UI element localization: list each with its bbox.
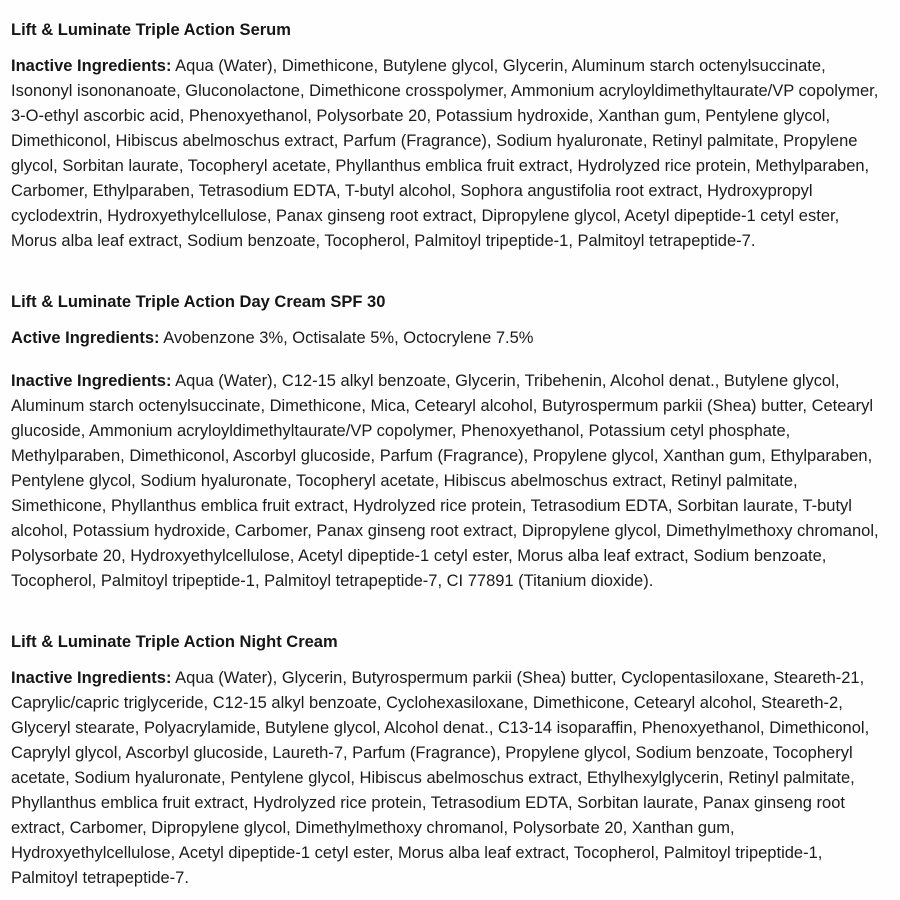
ingredients-list: Aqua (Water), Glycerin, Butyrospermum parkii (Shea) butter, Cyclopentasiloxane, Steareth-21, Caprylic/capric triglyceride, C12-15 alkyl benzoate, Cyclohexasiloxane, Dimethicone, Cetearyl alcohol, Steareth-2, Glyceryl stearate, Polyacrylamide, Butylene glycol, Alcohol denat., C13-14 isoparaffin, Phenoxyethanol, Dimethiconol, Caprylyl glycol, Ascorbyl glucoside, Laureth-7, Parfum (Fragrance), Propylene glycol, Sodium benzoate, Tocopheryl acetate, Sodium hyaluronate, Pentylene glycol, Hibiscus abelmoschus extract, Ethylhexylglycerin, Retinyl palmitate, Phyllanthus emblica fruit extract, Hydrolyzed rice protein, Tetrasodium EDTA, Sorbitan laurate, Panax ginseng root extract, Carbomer, Dipropylene glycol, Dimethylmethoxy chromanol, Polysorbate 20, Xanthan gum, Hydroxyethylcellulose, Acetyl dipeptide-1 cetyl ester, Morus alba leaf extract, Tocopherol, Palmitoyl tripeptide-1, Palmitoyl tetrapeptide-7. xyxy=(11,669,870,887)
ingredients-list: Avobenzone 3%, Octisalate 5%, Octocrylene 7.5% xyxy=(163,329,534,347)
product-section-night-cream xyxy=(11,630,888,891)
ingredients-label: Inactive Ingredients: xyxy=(11,669,172,687)
product-section-serum xyxy=(11,18,888,254)
inactive-ingredients-paragraph xyxy=(11,666,888,891)
ingredients-list: Aqua (Water), C12-15 alkyl benzoate, Glycerin, Tribehenin, Alcohol denat., Butylene glycol, Aluminum starch octenylsuccinate, Dimethicone, Mica, Cetearyl alcohol, Butyrospermum parkii (Shea) butter, Cetearyl glucoside, Ammonium acryloyldimethyltaurate/VP copolymer, Phenoxyethanol, Potassium cetyl phosphate, Methylparaben, Dimethiconol, Ascorbyl glucoside, Parfum (Fragrance), Propylene glycol, Xanthan gum, Ethylparaben, Pentylene glycol, Sodium hyaluronate, Tocopheryl acetate, Hibiscus abelmoschus extract, Retinyl palmitate, Simethicone, Phyllanthus emblica fruit extract, Hydrolyzed rice protein, Tetrasodium EDTA, Sorbitan laurate, T-butyl alcohol, Potassium hydroxide, Carbomer, Panax ginseng root extract, Dipropylene glycol, Dimethylmethoxy chromanol, Polysorbate 20, Hydroxyethylcellulose, Acetyl dipeptide-1 cetyl ester, Morus alba leaf extract, Sodium benzoate, Tocopherol, Palmitoyl tripeptide-1, Palmitoyl tetrapeptide-7, CI 77891 (Titanium dioxide). xyxy=(11,372,879,590)
ingredients-list: Aqua (Water), Dimethicone, Butylene glycol, Glycerin, Aluminum starch octenylsuccinate, Isononyl isononanoate, Gluconolactone, Dimethicone crosspolymer, Ammonium acryloyldimethyltaurate/VP copolymer, 3-O-ethyl ascorbic acid, Phenoxyethanol, Polysorbate 20, Potassium hydroxide, Xanthan gum, Pentylene glycol, Dimethiconol, Hibiscus abelmoschus extract, Parfum (Fragrance), Sodium hyaluronate, Retinyl palmitate, Propylene glycol, Sorbitan laurate, Tocopheryl acetate, Phyllanthus emblica fruit extract, Hydrolyzed rice protein, Methylparaben, Carbomer, Ethylparaben, Tetrasodium EDTA, T-butyl alcohol, Sophora angustifolia root extract, Hydroxypropyl cyclodextrin, Hydroxyethylcellulose, Panax ginseng root extract, Dipropylene glycol, Acetyl dipeptide-1 cetyl ester, Morus alba leaf extract, Sodium benzoate, Tocopherol, Palmitoyl tripeptide-1, Palmitoyl tetrapeptide-7. xyxy=(11,57,879,250)
product-title: Lift & Luminate Triple Action Serum xyxy=(11,21,291,39)
ingredients-label: Active Ingredients: xyxy=(11,329,160,347)
product-section-day-cream xyxy=(11,290,888,594)
active-ingredients-paragraph xyxy=(11,326,888,351)
product-title: Lift & Luminate Triple Action Night Cream xyxy=(11,633,338,651)
inactive-ingredients-paragraph xyxy=(11,369,888,594)
product-title: Lift & Luminate Triple Action Day Cream SPF 30 xyxy=(11,293,386,311)
inactive-ingredients-paragraph xyxy=(11,54,888,254)
ingredients-label: Inactive Ingredients: xyxy=(11,372,172,390)
ingredients-label: Inactive Ingredients: xyxy=(11,57,172,75)
